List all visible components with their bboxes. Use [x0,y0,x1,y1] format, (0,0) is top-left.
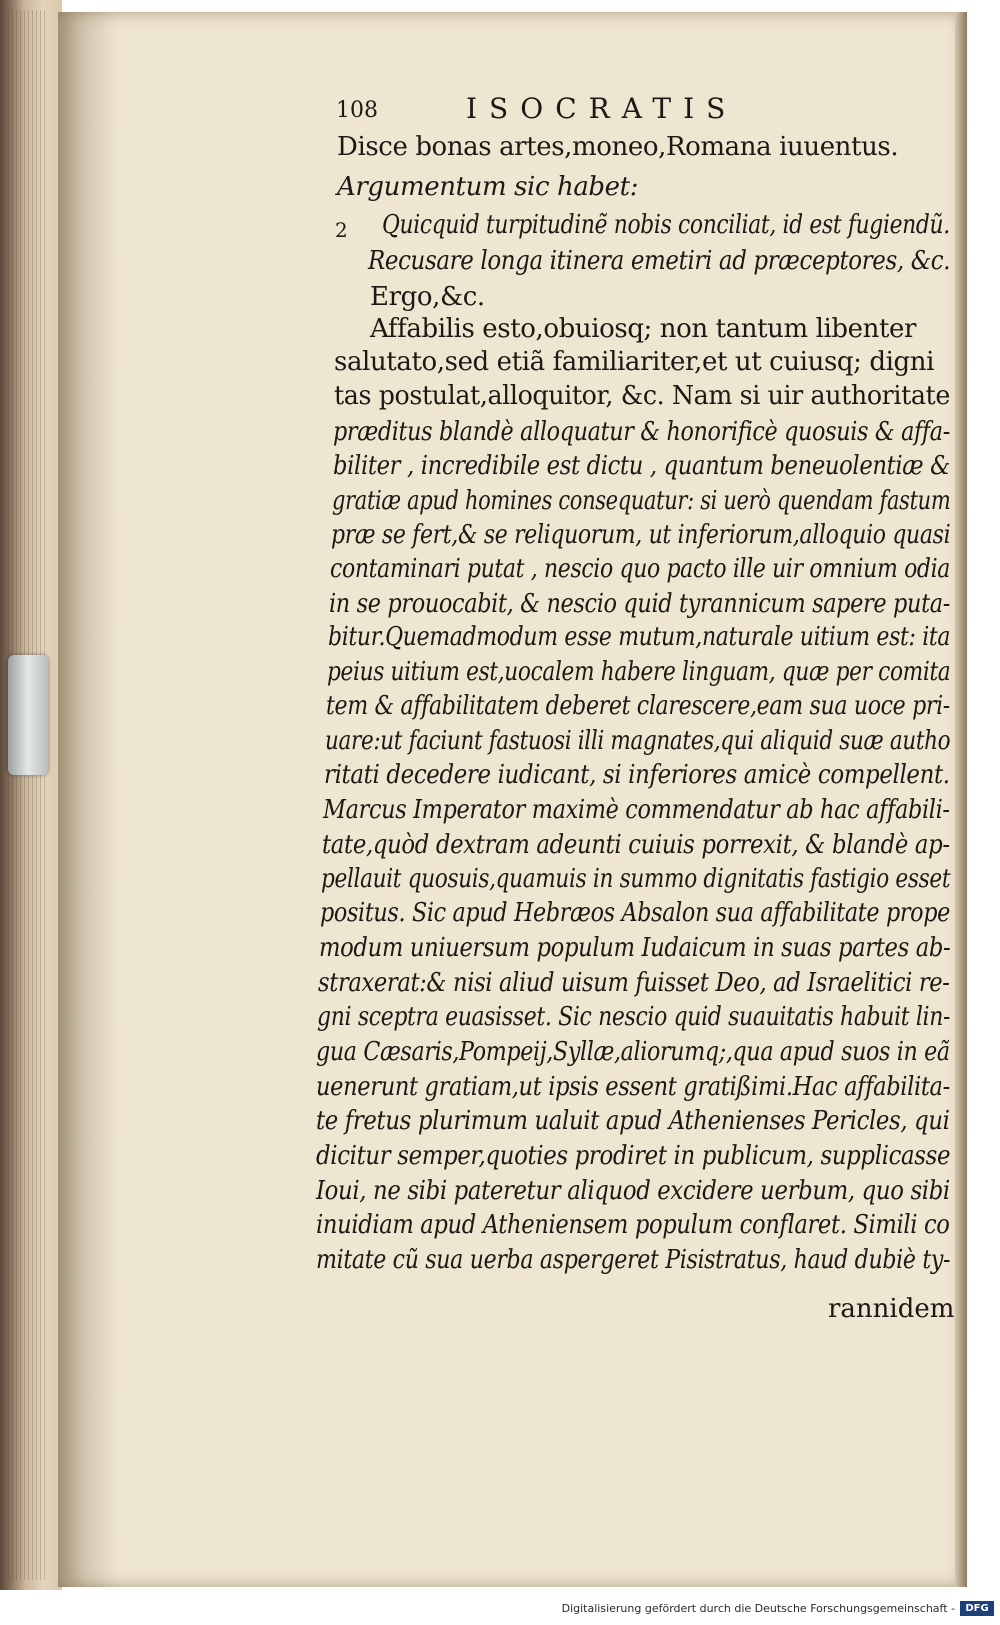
text-line: uenerunt gratiam,ut ipsis essent gratißimi.Hac affabilita- [316,1072,950,1102]
text-line: gratiæ apud homines consequatur: si uerò quendam fastum [332,486,951,516]
text-line: modum uniuersum populum Iudaicum in suas partes ab- [319,933,951,963]
text-line: pellauit quosuis,quamuis in summo dignitatis fastigio esset [321,864,951,894]
digitization-credit: Digitalisierung gefördert durch die Deutsche Forschungsgemeinschaft - [561,1602,955,1615]
text-line: tas postulat,alloquitor, &c. Nam si uir authoritate [334,381,950,411]
text-line: inuidiam apud Atheniensem populum conflaret. Simili co [316,1210,950,1240]
text-line: gua Cæsaris,Pompeij,Syllæ,aliorumq;,qua apud suos in eã [316,1037,950,1067]
text-line: Ergo,&c. [370,282,485,312]
text-line: Disce bonas artes,moneo,Romana iuuentus. [337,132,899,162]
text-line: Marcus Imperator maximè commendatur ab hac affabili- [323,795,950,825]
catchword: rannidem [828,1294,955,1324]
text-line: peius uitium est,uocalem habere linguam, quæ per comita [327,657,951,687]
text-line: salutato,sed etiã familiariter,et ut cuiusq; digni [334,347,935,377]
text-line: biliter , incredibile est dictu , quantum beneuolentiæ & [333,451,950,481]
dfg-logo: DFG [960,1601,994,1616]
text-line: mitate cũ sua uerba aspergeret Pisistratus, haud dubiè ty- [316,1245,951,1275]
text-line: Affabilis esto,obuiosq; non tantum libenter [370,314,917,344]
text-line: ritati decedere iudicant, si inferiores amicè compellent. [324,760,950,790]
text-line: straxerat:& nisi aliud uisum fuisset Deo, ad Israelitici re- [318,968,950,998]
text-line: in se prouocabit, & nescio quid tyrannicum sapere puta- [329,589,950,619]
running-title: ISOCRATIS [466,92,738,125]
text-line: contaminari putat , nescio quo pacto ille uir omnium odia [330,554,951,584]
text-line: tem & affabilitatem deberet clarescere,eam sua uoce pri- [326,691,950,721]
text-line: præ se fert,& se reliquorum, ut inferiorum,alloquio quasi [331,520,951,550]
text-line: Argumentum sic habet: [337,172,639,202]
text-line: te fretus plurimum ualuit apud Athenienses Pericles, qui [316,1106,950,1136]
text-line: bitur.Quemadmodum esse mutum,naturale uitium est: ita [328,622,951,652]
text-line: gni sceptra euasisset. Sic nescio quid suauitatis habuit lin- [317,1002,951,1032]
text-line: dicitur semper,quoties prodiret in publicum, supplicasse [316,1141,951,1171]
page-number: 108 [336,98,378,123]
margin-marker: 2 [335,218,348,242]
text-line: tate,quòd dextram adeunti cuiuis porrexit, & blandè ap- [322,830,950,860]
text-line: Ioui, ne sibi pateretur aliquod excidere uerbum, quo sibi [316,1176,950,1206]
text-line: positus. Sic apud Hebræos Absalon sua affabilitate prope [320,898,950,928]
text-line: Recusare longa itinera emetiri ad præceptores, &c. [368,246,951,276]
text-line: uare:ut faciunt fastuosi illi magnates,qui aliquid suæ autho [325,726,951,756]
text-line: præditus blandè alloquatur & honorificè quosuis & affa- [333,417,950,447]
text-line: Quicquid turpitudinẽ nobis conciliat, id est fugiendũ. [382,210,950,240]
